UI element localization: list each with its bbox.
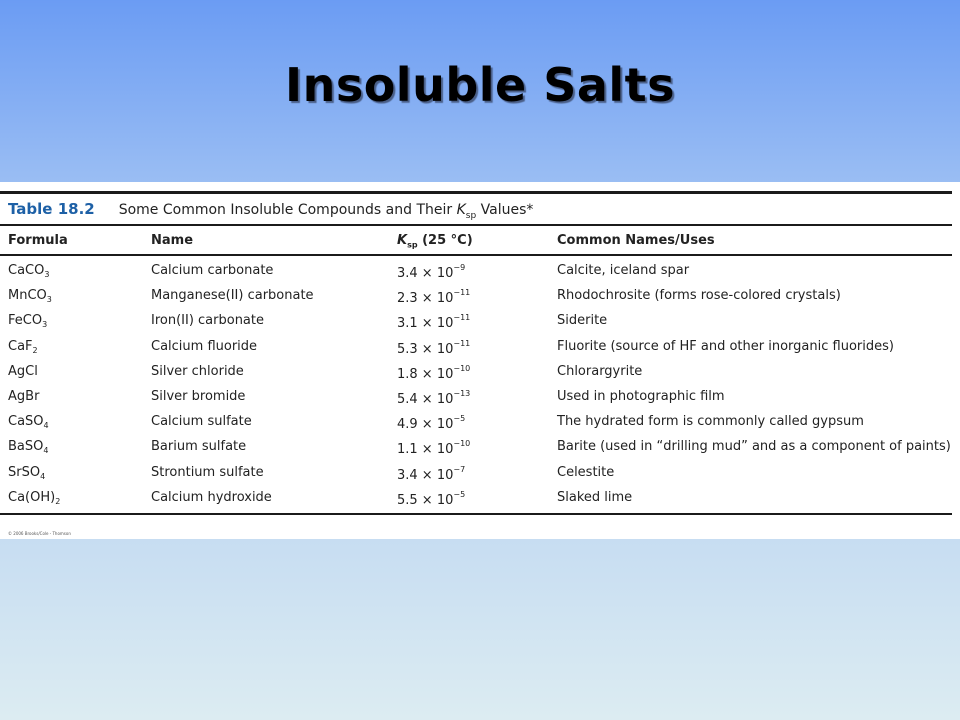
cell-uses: The hydrated form is commonly called gypsum: [557, 414, 864, 430]
cell-uses: Calcite, iceland spar: [557, 263, 690, 278]
table-row: [0, 284, 952, 309]
cell-formula: SrSO$_4$: [8, 464, 46, 481]
header-divider: [0, 254, 952, 256]
cell-uses: Rhodochrosite (forms rose-colored crystals): [557, 288, 841, 304]
header-name: Name: [151, 233, 194, 248]
table-row: [0, 309, 952, 334]
table-row: [0, 259, 952, 284]
cell-formula: AgCl: [8, 363, 38, 379]
cell-name: Calcium fluoride: [151, 338, 258, 354]
cell-ksp: $3.4 \times 10^{-9}$: [397, 263, 466, 281]
cell-formula: AgBr: [8, 389, 40, 404]
cell-uses: Fluorite (source of HF and other inorganic fluorides): [557, 338, 894, 354]
cell-ksp: $4.9 \times 10^{-5}$: [397, 414, 466, 433]
cell-uses: Siderite: [557, 313, 608, 329]
caption-divider: [0, 224, 952, 226]
cell-name: Iron(II) carbonate: [151, 313, 264, 329]
copyright-note: © 2006 Brooks/Cole - Thomson: [8, 531, 71, 536]
table-row: [0, 385, 952, 410]
cell-ksp: $1.8 \times 10^{-10}$: [397, 363, 471, 382]
table-row: [0, 360, 952, 385]
cell-formula: CaCO$_3$: [8, 263, 50, 279]
table-panel: [0, 182, 960, 539]
cell-name: Barium sulfate: [151, 439, 247, 455]
cell-name: Manganese(II) carbonate: [151, 288, 314, 304]
table-number: Table 18.2: [8, 200, 95, 218]
cell-name: Calcium sulfate: [151, 414, 252, 430]
cell-name: Strontium sulfate: [151, 464, 264, 480]
cell-ksp: $1.1 \times 10^{-10}$: [397, 439, 471, 458]
cell-uses: Chlorargyrite: [557, 363, 643, 379]
slide-title: Insoluble Salts: [284, 58, 676, 112]
cell-formula: FeCO$_3$: [8, 313, 48, 330]
cell-ksp: $3.4 \times 10^{-7}$: [397, 464, 466, 483]
cell-uses: Barite (used in “drilling mud” and as a component of paints): [557, 439, 951, 455]
cell-uses: Used in photographic film: [557, 389, 725, 404]
cell-formula: MnCO$_3$: [8, 288, 52, 305]
cell-ksp: $5.3 \times 10^{-11}$: [397, 338, 471, 357]
cell-ksp: $5.5 \times 10^{-5}$: [397, 489, 466, 508]
cell-uses: Slaked lime: [557, 489, 633, 505]
cell-name: Calcium carbonate: [151, 263, 274, 278]
table-bottom-rule: [0, 513, 952, 515]
table-caption-text: Some Common Insoluble Compounds and Their $K_{sp}$ Values*: [118, 202, 534, 221]
table-row: [0, 335, 952, 360]
cell-name: Silver chloride: [151, 363, 244, 379]
header-uses: Common Names/Uses: [557, 233, 715, 248]
cell-name: Silver bromide: [151, 389, 246, 404]
table-row: [0, 461, 952, 486]
table-row: [0, 410, 952, 435]
cell-ksp: $3.1 \times 10^{-11}$: [397, 313, 471, 332]
cell-formula: BaSO$_4$: [8, 439, 49, 456]
cell-formula: CaSO$_4$: [8, 414, 49, 431]
cell-formula: CaF$_2$: [8, 338, 38, 355]
header-ksp: $K_{sp}$ (25 °C): [397, 233, 473, 250]
table-row: [0, 435, 952, 460]
header-formula: Formula: [8, 233, 68, 248]
cell-name: Calcium hydroxide: [151, 489, 272, 505]
table-row: [0, 486, 952, 511]
cell-uses: Celestite: [557, 464, 615, 480]
table-caption: [8, 194, 533, 224]
cell-formula: $Ca(OH)_2$: [8, 489, 61, 506]
cell-ksp: $5.4 \times 10^{-13}$: [397, 389, 471, 407]
cell-ksp: $2.3 \times 10^{-11}$: [397, 288, 471, 307]
